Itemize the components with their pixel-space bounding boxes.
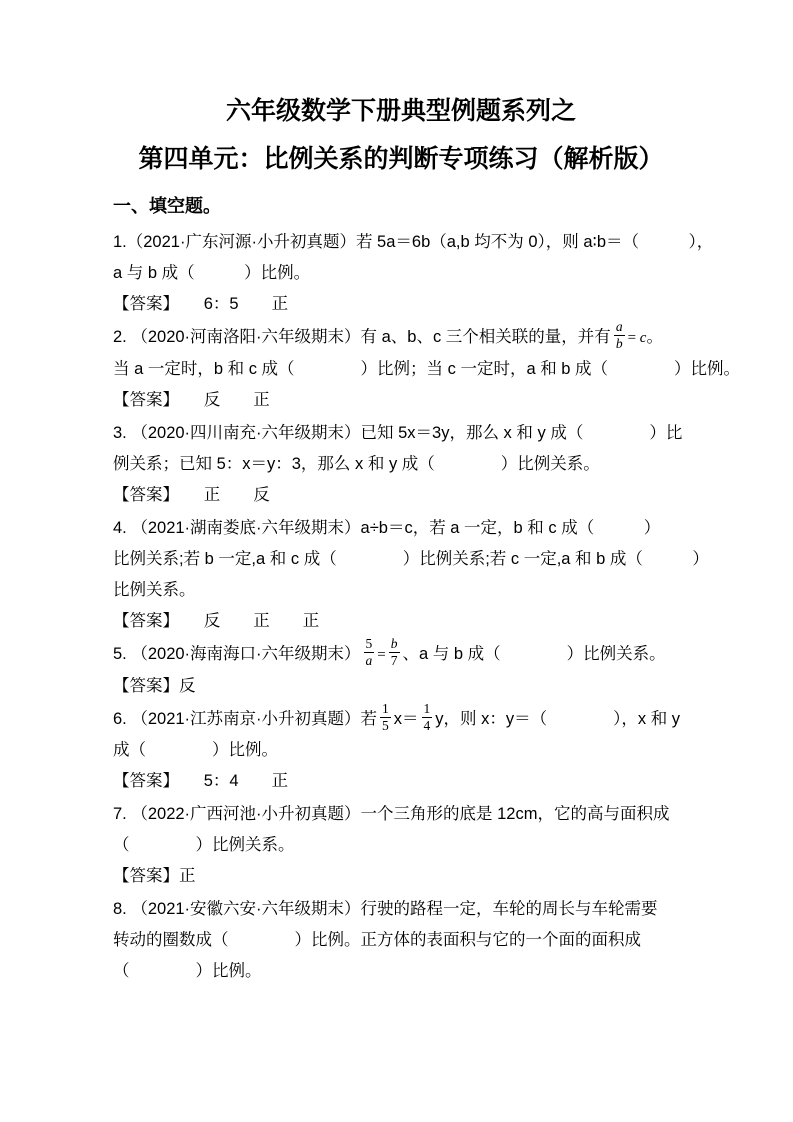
text-segment: 比例关系;若 b 一定,a 和 c 成（ ）比例关系;若 c 一定,a 和 b 成（ ） bbox=[113, 550, 709, 569]
questions-list bbox=[113, 227, 741, 987]
fraction-numerator: 1 bbox=[423, 701, 431, 717]
text-segment: 1.（2021·广东河源·小升初真题）若 5a＝6b（a,b 均不为 0），则 a∶b＝（ ）， bbox=[113, 233, 714, 251]
fraction bbox=[380, 702, 391, 733]
question-6-line-2 bbox=[113, 735, 689, 766]
question-2 bbox=[113, 319, 741, 416]
text-segment: x＝ bbox=[393, 710, 419, 729]
text-segment: 4. （2021·湖南娄底·六年级期末）a÷b＝c，若 a 一定，b 和 c 成（ ） bbox=[113, 519, 661, 538]
question-3 bbox=[113, 418, 689, 511]
section-heading: 一、填空题。 bbox=[113, 196, 221, 216]
question-8-line-1 bbox=[113, 894, 689, 925]
document-title-line2: 第四单元：比例关系的判断专项练习（解析版） bbox=[138, 145, 664, 173]
question-6-answer-line: 【答案】 5：4 正 bbox=[113, 772, 289, 791]
question-1-line-2 bbox=[113, 258, 689, 289]
fraction-denominator: 5 bbox=[382, 718, 389, 734]
question-3-line-1 bbox=[113, 418, 689, 449]
question-7-line-1 bbox=[113, 799, 689, 830]
question-6-line-1 bbox=[113, 701, 689, 735]
fraction-numerator: 1 bbox=[382, 701, 389, 717]
fraction-denominator: 4 bbox=[423, 718, 431, 734]
question-7 bbox=[113, 799, 689, 892]
math-text: = c bbox=[627, 330, 647, 347]
text-segment: 成（ ）比例。 bbox=[113, 741, 278, 760]
fraction bbox=[389, 637, 400, 668]
question-2-answer-line: 【答案】 反 正 bbox=[113, 391, 270, 410]
question-1-line-1 bbox=[113, 227, 714, 258]
text-segment: （ ）比例关系。 bbox=[113, 836, 295, 855]
question-2-line-1 bbox=[113, 319, 689, 354]
text-segment: 3. （2020·四川南充·六年级期末）已知 5x＝3y，那么 x 和 y 成（ ）比 bbox=[113, 424, 683, 443]
question-4-line-1 bbox=[113, 513, 689, 544]
question-8-line-2 bbox=[113, 925, 689, 956]
text-segment: 6. （2021·江苏南京·小升初真题）若 bbox=[113, 710, 378, 729]
text-segment: 转动的圈数成（ ）比例。正方体的表面积与它的一个面的面积成 bbox=[113, 931, 641, 950]
text-segment: 、a 与 b 成（ ）比例关系。 bbox=[402, 645, 666, 664]
question-8-line-3 bbox=[113, 956, 689, 987]
question-2-line-2 bbox=[113, 354, 741, 385]
question-4-line-2 bbox=[113, 544, 709, 575]
fraction bbox=[422, 702, 433, 733]
fraction-denominator: 7 bbox=[390, 653, 398, 669]
question-4-answer-line: 【答案】 反 正 正 bbox=[113, 612, 320, 631]
text-segment: 比例关系。 bbox=[113, 581, 196, 600]
question-7-answer-line: 【答案】正 bbox=[113, 867, 196, 886]
fraction bbox=[614, 320, 625, 351]
fraction bbox=[364, 637, 375, 668]
question-5 bbox=[113, 636, 689, 702]
document-title-line1: 六年级数学下册典型例题系列之 bbox=[225, 97, 576, 125]
math-text: = bbox=[377, 647, 386, 664]
question-3-answer-line: 【答案】 正 反 bbox=[113, 486, 270, 505]
fraction-numerator: b bbox=[390, 636, 398, 652]
question-6 bbox=[113, 701, 689, 797]
text-segment: 。 bbox=[646, 328, 663, 347]
question-1-answer-line: 【答案】 6：5 正 bbox=[113, 295, 289, 313]
question-7-line-2 bbox=[113, 830, 689, 861]
question-1 bbox=[113, 227, 714, 320]
question-8 bbox=[113, 894, 689, 987]
text-segment: 例关系；已知 5：x＝y：3，那么 x 和 y 成（ ）比例关系。 bbox=[113, 455, 600, 474]
text-segment: 8. （2021·安徽六安·六年级期末）行驶的路程一定，车轮的周长与车轮需要 bbox=[113, 900, 658, 919]
text-segment: 7. （2022·广西河池·小升初真题）一个三角形的底是 12cm，它的高与面积成 bbox=[113, 805, 670, 824]
question-4-line-3 bbox=[113, 575, 689, 606]
text-segment: 5. （2020·海南海口·六年级期末） bbox=[113, 645, 361, 664]
text-segment: 2. （2020·河南洛阳·六年级期末）有 a、b、c 三个相关联的量，并有 bbox=[113, 328, 611, 347]
fraction-denominator: a bbox=[365, 653, 373, 669]
fraction-denominator: b bbox=[615, 336, 623, 352]
question-5-answer-line: 【答案】反 bbox=[113, 677, 196, 696]
fraction-numerator: a bbox=[615, 319, 623, 334]
question-3-line-2 bbox=[113, 449, 689, 480]
text-segment: a 与 b 成（ ）比例。 bbox=[113, 264, 311, 282]
fraction-numerator: 5 bbox=[365, 636, 373, 652]
question-4 bbox=[113, 513, 709, 637]
text-segment: y，则 x：y＝（ ），x 和 y bbox=[435, 710, 681, 729]
text-segment: 当 a 一定时，b 和 c 成（ ）比例；当 c 一定时，a 和 b 成（ ）比例。 bbox=[113, 360, 741, 379]
text-segment: （ ）比例。 bbox=[113, 962, 262, 981]
question-5-line-1 bbox=[113, 636, 689, 671]
